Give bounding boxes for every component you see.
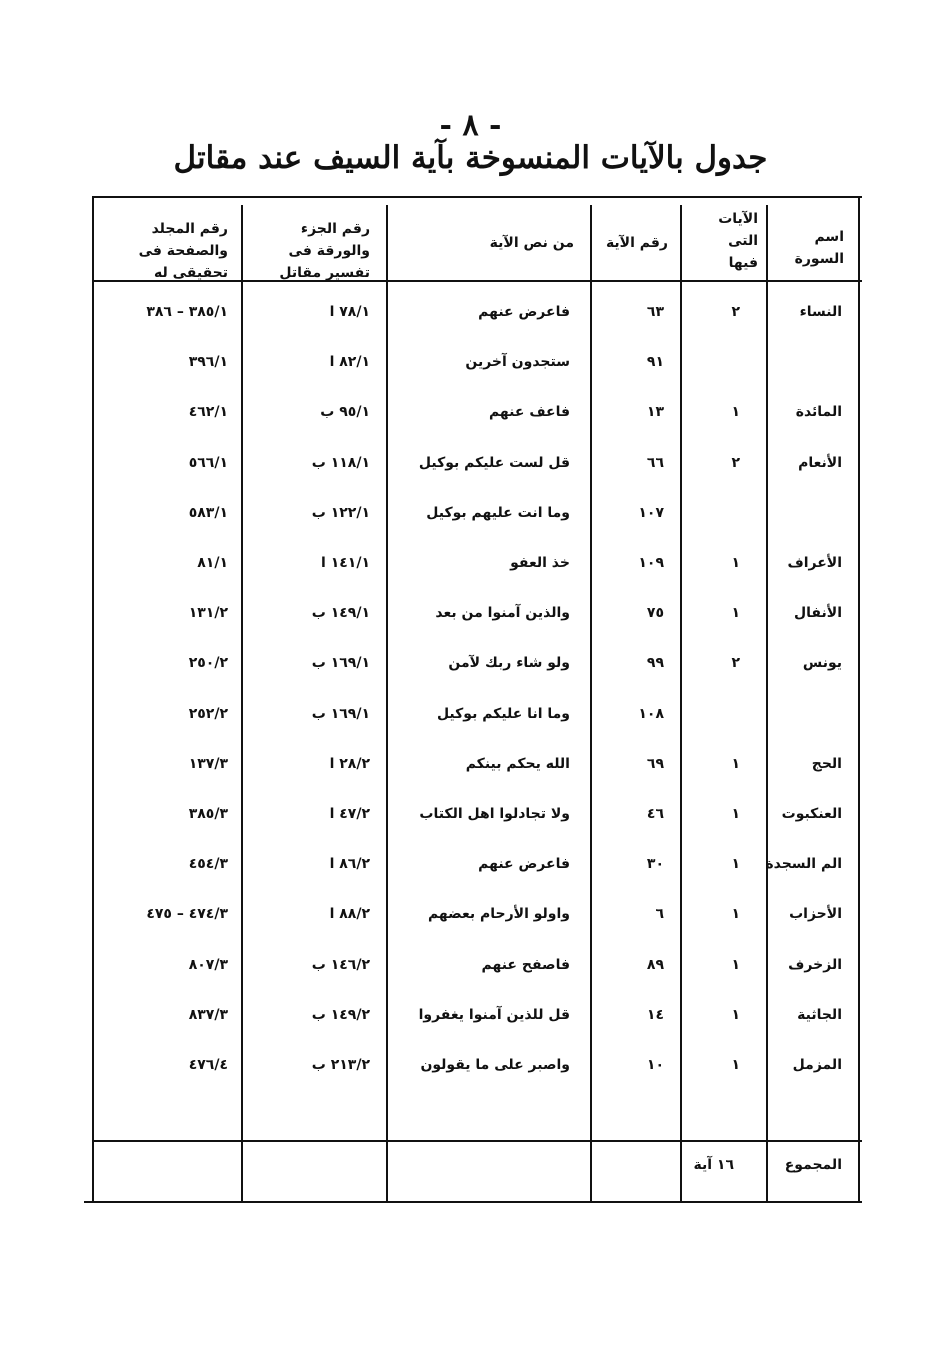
- column-rule: [386, 205, 388, 1203]
- surah-cell: يونس: [802, 655, 842, 672]
- ayah-number-cell: ٩١: [646, 354, 664, 371]
- ayah-text-cell: ولو شاء ربك لآمن: [448, 655, 570, 672]
- ayah-text-cell: فاصفح عنهم: [481, 956, 570, 973]
- juz-folio-cell: ١٦٩/١ ب: [311, 655, 370, 672]
- surah-cell: الم السجدة: [765, 856, 842, 873]
- volume-page-cell: ٣٨٥/١ – ٣٨٦: [146, 304, 228, 320]
- juz-folio-cell: ٧٨/١ ا: [329, 304, 370, 320]
- ayah-text-cell: واولو الأرحام بعضهم: [427, 906, 570, 923]
- juz-folio-cell: ١٢٢/١ ب: [311, 504, 370, 521]
- juz-folio-cell: ١٤١/١ ا: [321, 555, 370, 571]
- volume-page-cell: ٨٣٧/٣: [188, 1006, 228, 1023]
- volume-page-cell: ٥٨٣/١: [188, 504, 228, 521]
- ayah-text-cell: فاعف عنهم: [488, 404, 570, 421]
- table-bottom-rule: [84, 1201, 862, 1203]
- page-number: - ٨ -: [439, 108, 502, 143]
- juz-folio-cell: ١٤٩/٢ ب: [311, 1006, 370, 1023]
- count-cell: ١: [731, 1057, 740, 1073]
- juz-folio-cell: ٨٨/٢ ا: [329, 906, 370, 923]
- volume-page-cell: ٢٥٢/٢: [188, 705, 228, 722]
- ayah-number-cell: ٦٣: [646, 304, 664, 320]
- count-cell: ٢: [731, 454, 740, 471]
- surah-cell: العنكبوت: [781, 806, 842, 822]
- surah-cell: [770, 704, 842, 724]
- ayah-text-cell: وما انت عليهم بوكيل: [426, 504, 570, 521]
- column-rule: [590, 205, 592, 1203]
- ayah-text-cell: والذين آمنوا من بعد: [435, 605, 570, 622]
- surah-cell: المزمل: [792, 1057, 842, 1073]
- ayah-text-cell: ولا تجادلوا اهل الكتاب: [419, 806, 570, 822]
- volume-page-cell: ٣٩٦/١: [188, 354, 228, 371]
- surah-cell: النساء: [799, 304, 842, 320]
- page-title: جدول بالآيات المنسوخة بآية السيف عند مقاتل: [173, 140, 768, 176]
- count-cell: ١: [731, 856, 740, 873]
- ayah-text-cell: ستجدون آخرين: [465, 354, 570, 371]
- ayah-text-cell: الله يحكم بينكم: [465, 755, 570, 772]
- count-cell: ٢: [731, 304, 740, 320]
- surah-cell: المائدة: [795, 404, 842, 421]
- volume-page-cell: ٤٥٤/٣: [188, 856, 228, 873]
- header-surah: اسم السورة: [794, 229, 844, 267]
- ayah-text-cell: وما انا عليكم بوكيل: [436, 705, 570, 722]
- surah-cell: الأنفال: [794, 605, 842, 622]
- count-cell: ١: [731, 404, 740, 421]
- surah-cell: الأحزاب: [789, 906, 842, 923]
- ayah-text-cell: قل للذين آمنوا يغفروا: [418, 1006, 570, 1023]
- surah-cell: الزخرف: [788, 956, 842, 973]
- count-cell: ١: [731, 605, 740, 622]
- surah-cell: [770, 352, 842, 372]
- volume-page-cell: ١٣٧/٣: [188, 755, 228, 772]
- total-label: المجموع: [784, 1157, 842, 1173]
- juz-folio-cell: ١٤٩/١ ب: [311, 605, 370, 622]
- count-cell: ١: [731, 1006, 740, 1023]
- volume-page-cell: ٤٦٢/١: [188, 404, 228, 421]
- volume-page-cell: ٨١/١: [197, 555, 228, 571]
- surah-cell: الأعراف: [787, 555, 842, 571]
- ayah-number-cell: ١٠٩: [638, 555, 664, 571]
- column-rule: [241, 205, 243, 1203]
- juz-folio-cell: ١١٨/١ ب: [311, 454, 370, 471]
- ayah-number-cell: ٣٠: [646, 856, 664, 873]
- juz-folio-cell: ٢٨/٢ ا: [329, 755, 370, 772]
- juz-folio-cell: ٤٧/٢ ا: [329, 806, 370, 822]
- ayah-text-cell: فاعرض عنهم: [478, 304, 570, 320]
- ayah-number-cell: ١٠: [646, 1057, 664, 1073]
- juz-folio-cell: ٨٦/٢ ا: [329, 856, 370, 873]
- ayah-number-cell: ٤٦: [646, 806, 664, 822]
- count-cell: ١: [731, 755, 740, 772]
- column-rule: [766, 205, 768, 1203]
- count-cell: [700, 704, 740, 724]
- count-cell: ١: [731, 555, 740, 571]
- count-cell: [700, 503, 740, 523]
- juz-folio-cell: ٨٢/١ ا: [329, 354, 370, 371]
- header-text: من نص الآية: [489, 235, 574, 251]
- volume-page-cell: ٢٥٠/٢: [188, 655, 228, 672]
- ayah-text-cell: خذ العفو: [510, 555, 570, 571]
- header-volume: رقم المجلد والصفحة فى تحقيقى له: [138, 221, 228, 281]
- column-rule: [92, 197, 94, 1203]
- column-rule: [680, 205, 682, 1203]
- header-count: الآيات التى فيها: [718, 211, 758, 271]
- total-value: ١٦ آية: [693, 1157, 734, 1173]
- juz-folio-cell: ١٤٦/٢ ب: [311, 956, 370, 973]
- table-top-rule: [92, 196, 862, 198]
- ayah-number-cell: ١٠٧: [638, 504, 664, 521]
- count-cell: ١: [731, 906, 740, 923]
- volume-page-cell: ٣٨٥/٣: [188, 806, 228, 822]
- volume-page-cell: ٨٠٧/٣: [188, 956, 228, 973]
- volume-page-cell: ٥٦٦/١: [188, 454, 228, 471]
- count-cell: [700, 352, 740, 372]
- ayah-number-cell: ٩٩: [646, 655, 664, 672]
- volume-page-cell: ٤٧٦/٤: [188, 1057, 228, 1073]
- ayah-number-cell: ٨٩: [646, 956, 664, 973]
- volume-page-cell: ١٣١/٢: [188, 605, 228, 622]
- count-cell: ٢: [731, 655, 740, 672]
- juz-folio-cell: ٩٥/١ ب: [320, 404, 370, 421]
- ayah-number-cell: ٦٦: [646, 454, 664, 471]
- volume-page-cell: ٤٧٤/٣ – ٤٧٥: [146, 906, 228, 923]
- surah-cell: الأنعام: [798, 454, 842, 471]
- ayah-text-cell: واصبر على ما يقولون: [420, 1057, 570, 1073]
- ayah-number-cell: ٦٩: [646, 755, 664, 772]
- header-ayah-number: رقم الآية: [605, 235, 668, 251]
- count-cell: ١: [731, 956, 740, 973]
- ayah-number-cell: ١٣: [646, 404, 664, 421]
- surah-cell: [770, 503, 842, 523]
- ayah-text-cell: قل لست عليكم بوكيل: [418, 454, 570, 471]
- ayah-number-cell: ٦: [655, 906, 664, 923]
- ayah-number-cell: ٧٥: [646, 605, 664, 622]
- count-cell: ١: [731, 806, 740, 822]
- juz-folio-cell: ١٦٩/١ ب: [311, 705, 370, 722]
- column-rule: [858, 197, 860, 1203]
- ayah-number-cell: ١٤: [646, 1006, 664, 1023]
- juz-folio-cell: ٢١٣/٢ ب: [311, 1057, 370, 1073]
- surah-cell: الحج: [811, 755, 842, 772]
- ayah-number-cell: ١٠٨: [638, 705, 664, 722]
- header-juz: رقم الجزء والورقة فى تفسير مقاتل: [279, 221, 370, 281]
- surah-cell: الجاثية: [797, 1006, 842, 1023]
- ayah-text-cell: فاعرض عنهم: [478, 856, 570, 873]
- total-top-rule: [92, 1140, 862, 1142]
